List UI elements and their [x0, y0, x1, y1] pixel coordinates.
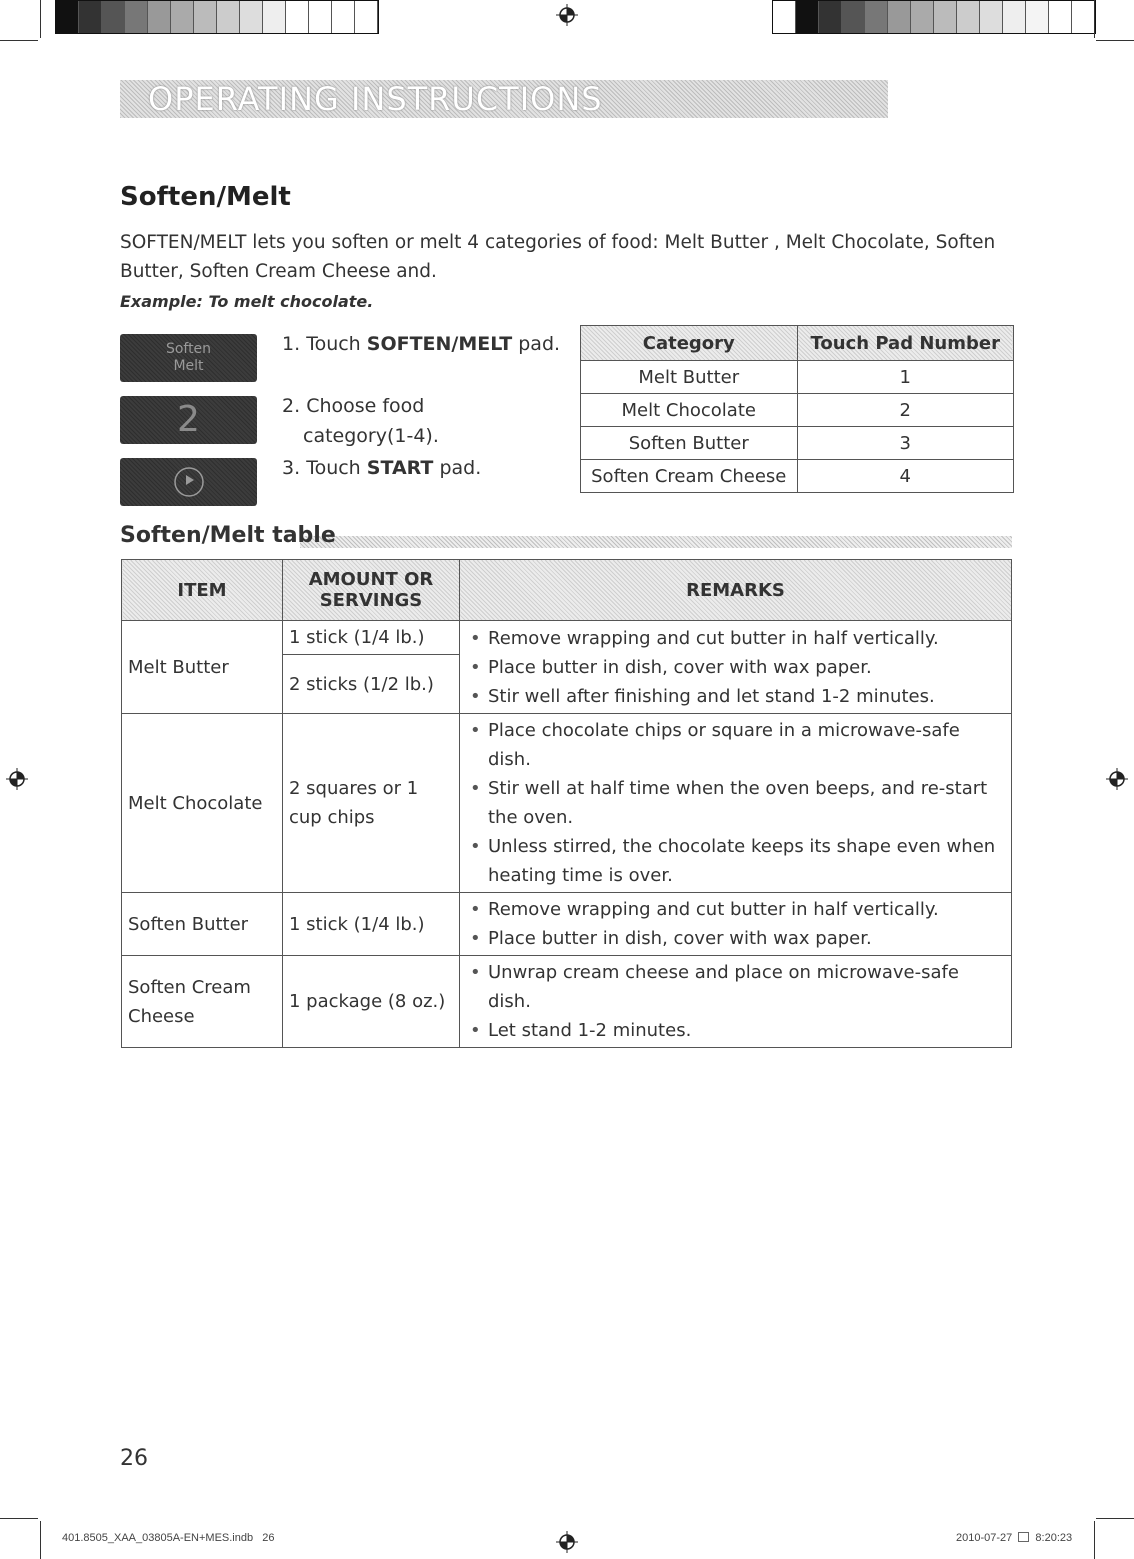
column-header: Category: [581, 326, 798, 361]
remark-item: • Place chocolate chips or square in a microwave-safe dish.: [466, 716, 1005, 774]
step-keyword: SOFTEN/MELT: [366, 333, 513, 355]
pad-number-cell: 3: [797, 427, 1014, 460]
step-text: Touch: [306, 333, 361, 355]
step-keyword: START: [366, 457, 434, 479]
registration-mark-icon: [556, 1531, 578, 1553]
category-cell: Soften Cream Cheese: [581, 460, 798, 493]
footer-date: 2010-07-27: [956, 1532, 1013, 1544]
step-3: [282, 453, 481, 483]
column-header-remarks: REMARKS: [460, 560, 1012, 621]
remarks-cell: [460, 621, 1012, 714]
footer-timestamp: [956, 1532, 1072, 1544]
crop-mark: [1094, 1521, 1095, 1559]
remark-item: • Remove wrapping and cut butter in half vertically.: [466, 624, 1005, 653]
crop-mark: [1094, 0, 1095, 38]
start-pad: [120, 458, 257, 506]
table-row: [122, 714, 1012, 893]
category-cell: Soften Butter: [581, 427, 798, 460]
crop-mark: [0, 1518, 38, 1519]
calendar-icon: [1018, 1532, 1029, 1542]
item-cell: Melt Butter: [122, 621, 283, 714]
number-2-pad: [120, 396, 257, 444]
remark-item: • Place butter in dish, cover with wax paper.: [466, 924, 1005, 953]
category-table: [580, 325, 1014, 493]
registration-mark-icon: [556, 4, 578, 26]
intro-paragraph: SOFTEN/MELT lets you soften or melt 4 categories of food: Melt Butter , Melt Chocolate, Soften Butter, Soften Cream Cheese and.: [120, 232, 996, 282]
amount-cell: 1 stick (1/4 lb.): [283, 621, 460, 655]
step-text: pad.: [518, 333, 561, 355]
remark-item: • Stir well at half time when the oven beeps, and re-start the oven.: [466, 774, 1005, 832]
pad-number-cell: 2: [797, 394, 1014, 427]
table-row: [122, 893, 1012, 956]
item-line: Cheese: [128, 1005, 195, 1027]
amount-line: 2 squares or 1: [289, 778, 419, 799]
step-2: [282, 391, 439, 451]
item-cell: [122, 956, 283, 1048]
crop-mark: [0, 40, 38, 41]
example-label: Example: To melt chocolate.: [120, 292, 374, 311]
table-row: [122, 956, 1012, 1048]
registration-mark-icon: [1106, 768, 1128, 790]
amount-cell: 1 stick (1/4 lb.): [283, 893, 460, 956]
color-bar-right: [772, 0, 1096, 34]
remark-item: • Stir well after finishing and let stand 1-2 minutes.: [466, 682, 1005, 711]
table-section-title: Soften/Melt table: [120, 523, 336, 548]
remark-item: • Place butter in dish, cover with wax paper.: [466, 653, 1005, 682]
remarks-cell: [460, 893, 1012, 956]
page-number: 26: [120, 1446, 148, 1471]
item-cell: Soften Butter: [122, 893, 283, 956]
crop-mark: [40, 1521, 41, 1559]
remarks-cell: [460, 956, 1012, 1048]
column-header-amount-line: SERVINGS: [319, 590, 423, 611]
table-row: [581, 394, 1014, 427]
footer-file-info: 401.8505_XAA_03805A-EN+MES.indb 26: [62, 1532, 275, 1544]
soften-melt-table: [121, 559, 1012, 1048]
amount-cell: 1 package (8 oz.): [283, 956, 460, 1048]
soften-melt-pad: [120, 334, 257, 382]
table-row: [581, 361, 1014, 394]
table-row: [581, 427, 1014, 460]
step-number: 1.: [282, 333, 301, 355]
amount-cell: 2 sticks (1/2 lb.): [283, 655, 460, 714]
remark-item: • Unwrap cream cheese and place on microwave-safe dish.: [466, 958, 1005, 1016]
step-text: Touch: [306, 457, 361, 479]
column-header-item: ITEM: [122, 560, 283, 621]
step-number: 3.: [282, 457, 301, 479]
footer-time: 8:20:23: [1035, 1532, 1073, 1544]
step-text: category(1-4).: [303, 425, 439, 447]
color-bar-left: [55, 0, 379, 34]
section-title: Soften/Melt: [120, 182, 291, 212]
amount-line: cup chips: [289, 807, 375, 828]
step-text: Choose food: [306, 395, 425, 417]
remarks-list: [466, 895, 1005, 953]
header-banner-title: OPERATING INSTRUCTIONS: [148, 80, 603, 118]
item-line: Soften Cream: [128, 976, 251, 998]
pad-number-cell: 1: [797, 361, 1014, 394]
column-header-amount: [283, 560, 460, 621]
column-header-amount-line: AMOUNT OR: [308, 569, 434, 590]
crop-mark: [40, 0, 41, 38]
pad-number-cell: 4: [797, 460, 1014, 493]
column-header: Touch Pad Number: [797, 326, 1014, 361]
step-1: [282, 329, 560, 359]
soften-melt-pad-label-2: Melt: [173, 358, 204, 374]
category-cell: Melt Chocolate: [581, 394, 798, 427]
remarks-cell: [460, 714, 1012, 893]
registration-mark-icon: [6, 768, 28, 790]
remarks-list: [466, 624, 1005, 711]
remark-item: • Remove wrapping and cut butter in half vertically.: [466, 895, 1005, 924]
amount-cell: [283, 714, 460, 893]
soften-melt-pad-label-1: Soften: [165, 341, 212, 357]
number-2-pad-label: 2: [177, 399, 200, 440]
remarks-list: [466, 716, 1005, 890]
item-cell: Melt Chocolate: [122, 714, 283, 893]
remark-item: • Unless stirred, the chocolate keeps its shape even when heating time is over.: [466, 832, 1005, 890]
table-header-row: [581, 326, 1014, 361]
table-header-row: [122, 560, 1012, 621]
step-number: 2.: [282, 395, 301, 417]
category-cell: Melt Butter: [581, 361, 798, 394]
crop-mark: [1096, 40, 1134, 41]
start-icon: [172, 465, 206, 499]
crop-mark: [1096, 1518, 1134, 1519]
remarks-list: [466, 958, 1005, 1045]
remark-item: • Let stand 1-2 minutes.: [466, 1016, 1005, 1045]
table-row: [122, 621, 1012, 655]
section-rule: [300, 536, 1012, 548]
table-row: [581, 460, 1014, 493]
step-text: pad.: [439, 457, 482, 479]
